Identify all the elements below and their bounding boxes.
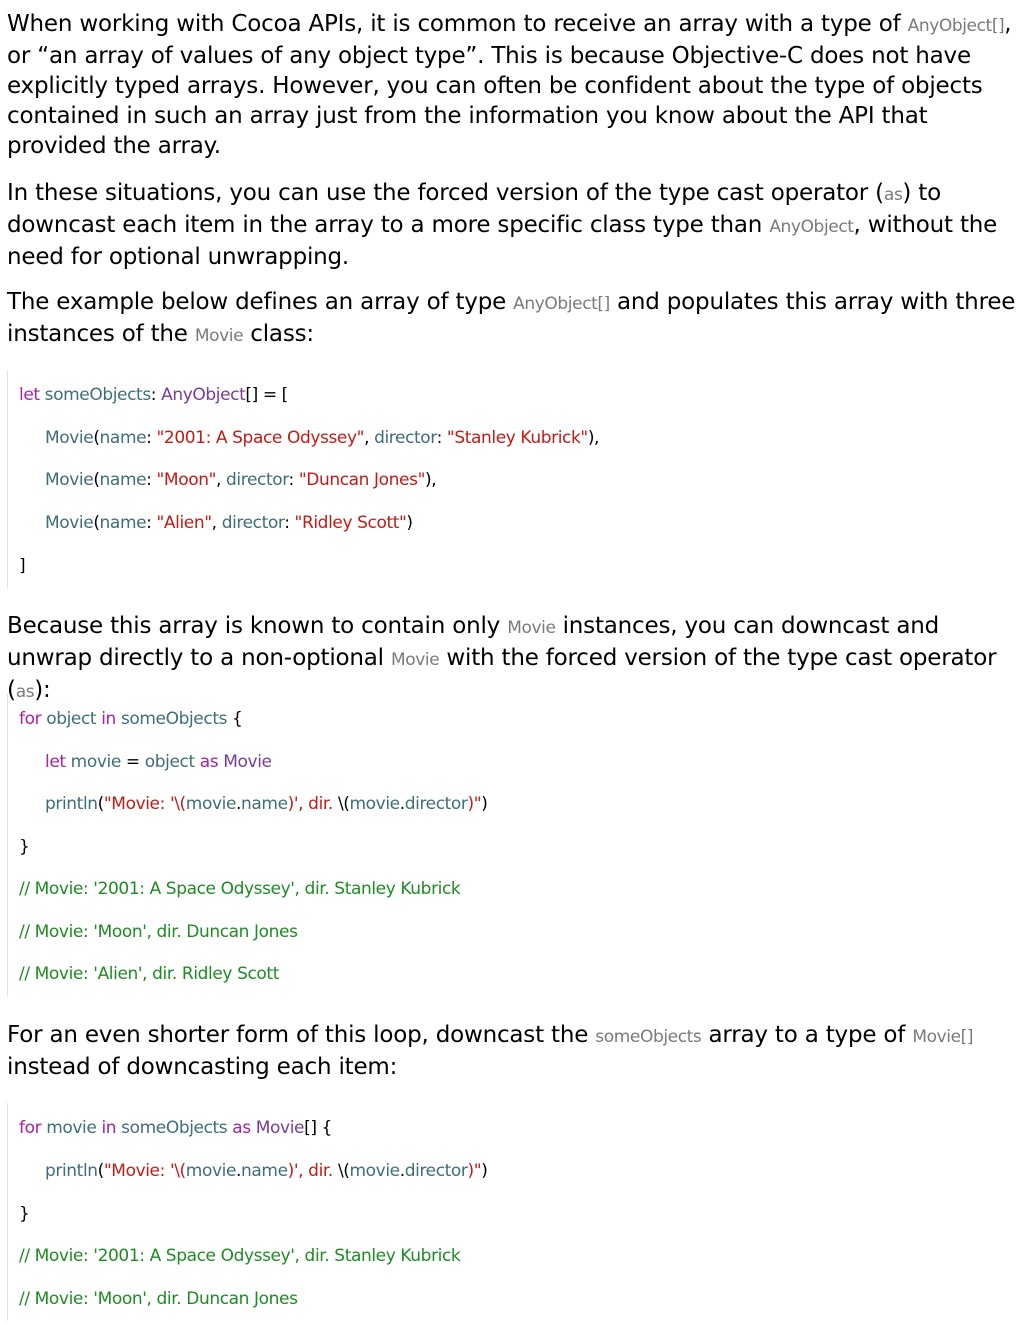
code-line: let someObjects: AnyObject[] = [ <box>19 385 288 405</box>
text: Because this array is known to contain only <box>7 613 508 639</box>
text: In these situations, you can use the forced version of the type cast operator ( <box>7 180 884 206</box>
inline-code: as <box>883 185 903 205</box>
code-line: for object in someObjects { <box>19 709 243 729</box>
text: with the forced version of the type cast operator ( <box>7 645 997 703</box>
text: class: <box>243 321 314 347</box>
text: instances, you can downcast and unwrap directly to a non-optional <box>7 613 940 671</box>
inline-code: as <box>15 682 35 702</box>
code-line: } <box>19 837 30 857</box>
code-comment: // Movie: '2001: A Space Odyssey', dir. Stanley Kubrick <box>19 1246 461 1266</box>
inline-code: AnyObject[] <box>513 294 610 314</box>
paragraph-downcast <box>7 611 1019 707</box>
inline-code: Movie <box>507 618 556 638</box>
code-line: println("Movie: '\(movie.name)', dir. \(movie.director)") <box>45 794 488 814</box>
paragraph-example <box>7 287 1019 351</box>
code-line: for movie in someObjects as Movie[] { <box>19 1118 332 1138</box>
text: and populates this array with three instances of the <box>7 289 1016 347</box>
inline-code: AnyObject[] <box>907 16 1005 36</box>
paragraph-shorter-form <box>7 1020 1019 1082</box>
paragraph-forced-cast <box>7 178 1019 272</box>
code-line: println("Movie: '\(movie.name)', dir. \(movie.director)") <box>45 1161 488 1181</box>
code-comment: // Movie: 'Moon', dir. Duncan Jones <box>19 1289 298 1309</box>
text: When working with Cocoa APIs, it is common to receive an array with a type of <box>7 11 908 37</box>
code-line: ] <box>19 556 26 576</box>
text: instead of downcasting each item: <box>7 1054 398 1080</box>
code-block-array <box>7 370 1008 588</box>
text: , without the need for optional unwrapping. <box>7 212 998 270</box>
code-comment: // Movie: 'Moon', dir. Duncan Jones <box>19 922 298 942</box>
code-block-loop <box>7 694 1008 996</box>
inline-code: Movie[] <box>912 1027 974 1047</box>
text: ): <box>34 677 51 703</box>
inline-code: someObjects <box>595 1027 702 1047</box>
inline-code: Movie <box>390 650 440 670</box>
code-line: Movie(name: "Alien", director: "Ridley Scott") <box>45 513 413 533</box>
inline-code: Movie <box>194 326 244 346</box>
text: For an even shorter form of this loop, downcast the <box>7 1022 596 1048</box>
code-comment: // Movie: '2001: A Space Odyssey', dir. Stanley Kubrick <box>19 879 461 899</box>
code-block-array-cast <box>7 1103 1008 1321</box>
inline-code: AnyObject <box>769 217 854 237</box>
text: The example below defines an array of type <box>7 289 514 315</box>
code-line: Movie(name: "2001: A Space Odyssey", director: "Stanley Kubrick"), <box>45 428 600 448</box>
text: , or “an array of values of any object type”. This is because Objective-C does not have explicitly typed arrays. However, you can often be confident about the type of objects contained in such an array just from the information you know about the API that provided the array. <box>7 11 1012 159</box>
code-line: let movie = object as Movie <box>45 752 272 772</box>
text: ) to downcast each item in the array to a more specific class type than <box>7 180 941 238</box>
text: array to a type of <box>701 1022 913 1048</box>
paragraph-intro <box>7 9 1019 161</box>
code-line: } <box>19 1204 30 1224</box>
code-comment: // Movie: 'Alien', dir. Ridley Scott <box>19 964 279 984</box>
code-line: Movie(name: "Moon", director: "Duncan Jones"), <box>45 470 437 490</box>
